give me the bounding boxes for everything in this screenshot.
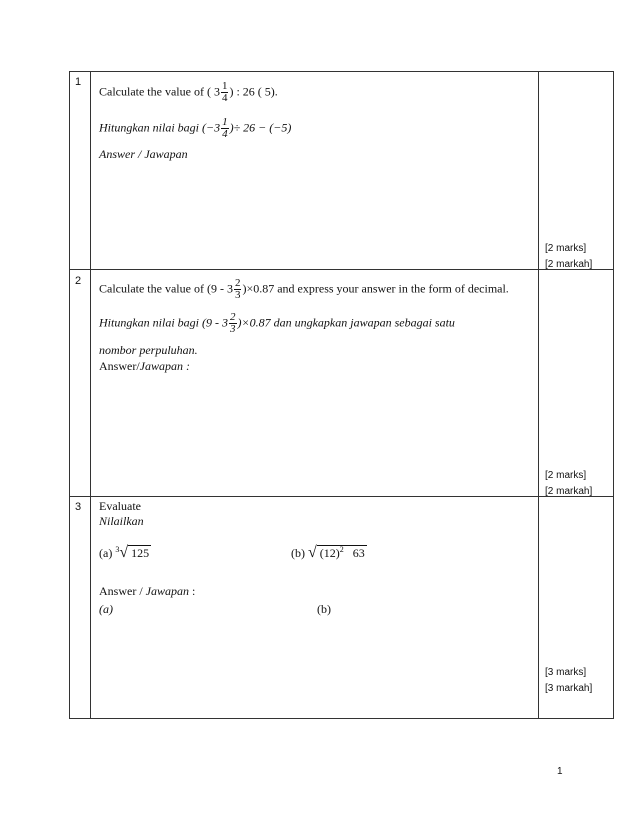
question-2-number: 2: [75, 275, 82, 287]
fraction-two-thirds-ms: $\frac{2}{3}$: [230, 311, 236, 335]
question-2-answer-label: Answer/Jawapan :: [99, 359, 190, 373]
question-3-answer-b: (b): [317, 602, 331, 616]
question-3-answer-a: (a): [99, 602, 113, 616]
page-number: 1: [557, 766, 563, 777]
question-3-number: 3: [75, 501, 82, 513]
question-2-english: Calculate the value of (9 - 3 $\frac{2}{3}$ )×0.87 and express your answer in the form of decimal.: [99, 277, 509, 301]
question-1-malay: Hitungkan nilai bagi (−3 $\frac{1}{4}$ )÷ 26 − (−5): [99, 116, 292, 140]
question-2-marks: [2 marks] [2 markah]: [545, 470, 593, 497]
fraction-two-thirds: $\frac{2}{3}$: [234, 277, 241, 301]
question-2-malay: Hitungkan nilai bagi (9 - 3 $\frac{2}{3}$ )×0.87 dan ungkapkan jawapan sebagai satu: [99, 311, 455, 335]
square-root-expression: √ $(12)^2$ 63: [308, 544, 365, 561]
row-divider-2: [70, 496, 613, 497]
number-column-divider: [90, 72, 91, 718]
fraction-one-quarter-ms: $\frac{1}{4}$: [222, 116, 228, 140]
question-1-english: Calculate the value of ( 3 $\frac{1}{4}$ ) : 26 ( 5).: [99, 80, 278, 104]
question-2-malay-line2: nombor perpuluhan.: [99, 343, 198, 357]
question-3-marks: [3 marks] [3 markah]: [545, 667, 593, 694]
question-1-answer-label: Answer / Jawapan: [99, 147, 188, 161]
question-3-part-b: (b) √ $(12)^2$ 63: [291, 544, 365, 561]
fraction-one-quarter: $\frac{1}{4}$: [221, 80, 228, 104]
question-3-malay-title: Nilailkan: [99, 514, 144, 528]
question-3-english-title: Evaluate: [99, 499, 141, 513]
marks-column-divider: [538, 72, 539, 718]
cube-root-expression: $^3$√ 125: [115, 544, 150, 561]
question-1-number: 1: [75, 76, 82, 88]
question-3-answer-label: Answer / Jawapan :: [99, 584, 196, 598]
question-3-part-a: (a) $^3$√ 125: [99, 544, 150, 561]
row-divider-1: [70, 269, 613, 270]
question-table: [69, 71, 614, 719]
question-1-marks: [2 marks] [2 markah]: [545, 243, 593, 270]
